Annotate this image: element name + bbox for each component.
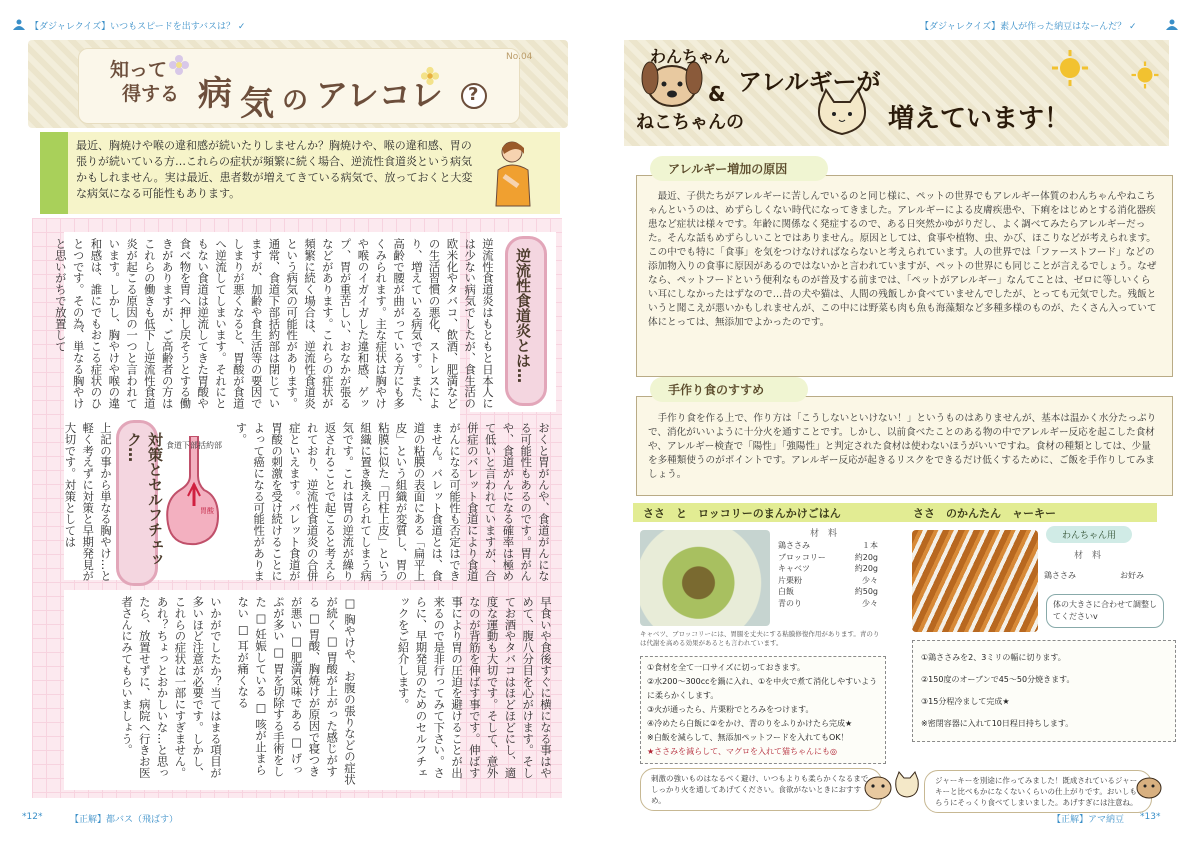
diagram-label-acid: 胃酸 <box>200 507 214 515</box>
heading-gyakuryu: 逆流性食道炎とは… <box>514 248 532 383</box>
title-neko: ねこちゃんの <box>636 112 744 133</box>
section-tab-cause: アレルギー増加の原因 <box>650 156 828 181</box>
puppy-icon <box>860 770 896 806</box>
check-item[interactable]: □ 胸やけや、お腹の張りなどの症状が続く <box>325 596 357 785</box>
check-item[interactable]: □ げっぷが多い <box>271 596 304 776</box>
title-big-2: 気 <box>240 84 274 124</box>
recipe-1-photo <box>640 530 770 626</box>
recipe-1-caption: キャベツ、ブロッコリーには、胃腸を丈夫にする粘膜修復作用があります。青のりは代謝を高める効果があるとも言われています。 <box>640 630 880 647</box>
recipe-step: ①食材を全て一口サイズに切っておきます。 <box>647 663 805 672</box>
ingredient-row: 片栗粉 少々 <box>778 575 878 585</box>
recipe-step: ※密閉容器に入れて10日程日持ちします。 <box>921 719 1074 728</box>
recipe-step: ①鶏ささみを2、3ミリの幅に切ります。 <box>921 653 1066 662</box>
check-item[interactable]: □ 胃酸、胸焼けが原因で寝つきが悪い <box>289 596 322 777</box>
column-1-text: 逆流性食道炎はもともと日本人には少ない病気でしたが、食生活の欧米化やタバコ、飲酒、肥満などの生活習慣の悪化、ストレスにより、増えている病気です。また、高齢で腰が曲がっている方にも多くみられます。主な症状は胸やけや喉のイガイガした違和感、ゲップ、胃が重苦しい、おなかが張るなどがあります。これらの症状が頻繁に続く場合は、逆流性食道炎という病気の可能性があります。通常、食道下部括約部は閉じていますが、加齢や食生活等の要因でしまりが悪くなると、胃酸が食道へ逆流してしまいます。それにともない食道は逆流してきた胃酸や食べ物を胃へ押し戻そうとする働きがありますが、ご高齢者の方はこれらの働きも低下し逆流性食道炎が起こる原因の一つと言われています。しかし、胸やけや喉の違和感は、誰にでもおこる症状のひとつです。その為、単なる胸やけと思いがちで放置して <box>53 238 495 409</box>
recipe-1-ingredients <box>778 540 878 609</box>
ingredient-row: 青のり 少々 <box>778 598 878 608</box>
recipe-step: ③15分程冷まして完成★ <box>921 697 1010 706</box>
heading-taisaku: 対策とセルフチェック… <box>125 432 164 567</box>
column-5-text: 上記の事から単なる胸やけ…と軽く考えずに対策と早期発見が大切です。対策としては <box>63 422 113 582</box>
recipe-2-ingredients <box>1044 570 1144 582</box>
sun-icon <box>1130 60 1160 94</box>
title-allergy-1: アレルギーが <box>738 68 881 96</box>
woman-illustration-icon <box>484 136 544 216</box>
issue-number: No.04 <box>506 52 533 62</box>
title-line-1: 知って <box>110 59 168 81</box>
right-page-number: *13* <box>1140 812 1161 822</box>
column-2-text: おくと胃がんや、食道がんになる可能性もあるのです。胃がんや、食道がんになる確率は極めて低いと言われていますが、合併症のバレット食道により食道がんになる可能性も否定はできません。バレット食道とは、食道の粘膜の表面にある「扁平上皮」という組織が変質し、胃の粘膜に似た「円柱上皮」という組織に置き換えられてしまう病気です。これは胃の逆流が繰り返されることで起こると考えられており、逆流性食道炎の合併症といえます。バレット食道が胃酸の刺激を受け続けることによって癌になる可能性があります。 <box>234 422 551 582</box>
sun-icon <box>1050 48 1090 92</box>
recipe-2-hint: 体の大きさに合わせて調整してくださいv <box>1046 594 1164 628</box>
title-no: の <box>282 86 309 116</box>
left-header-logo <box>12 17 26 36</box>
recipe-2-title: ささ のかんたん ャーキー <box>903 503 1157 522</box>
title-big-3: アレコレ <box>316 76 443 114</box>
recipe-2-photo <box>912 530 1038 632</box>
column-3-text: 早食いや食後すぐに横になる事はやめて、腹八分目を心がけます。そしてお酒やタバコはほどほどにし、適度な運動も大切です。そして、意外なのが背筋を伸ばす事です。伸ばす事により胃の圧迫を避けることが出来るので是非行ってみて下さい。さらに、早期発見のためのセルフチェックをご紹介します。 <box>396 596 553 779</box>
intro-text: 最近、胸焼けや喉の違和感が続いたりしませんか？胸焼けや、喉の違和感、胃の張りが続いている方…これらの症状が頻繁に続く場合、逆流性食道炎という病気かもしれません。実は最近、患者数が増えてきている病気で、放っておくと大変な病気になる可能性もあります。 <box>76 139 473 200</box>
check-item[interactable]: □ 耳が痛くなる <box>236 622 251 709</box>
ingredient-row: 鶏ささみ お好み <box>1044 571 1144 580</box>
flower-icon <box>168 54 190 80</box>
ingredient-row: 鶏ささみ １本 <box>778 541 878 550</box>
stomach-diagram-icon <box>160 436 226 560</box>
title-big-1: 病 <box>198 74 232 114</box>
title-question-mark: ? <box>468 84 479 105</box>
dog-bowl-icon <box>1134 772 1164 806</box>
title-line-2: 得する <box>122 83 180 105</box>
check-item[interactable]: □ 咳が止まらない <box>236 596 269 776</box>
recipe-step: ③火が通ったら、片栗粉でとろみをつけます。 <box>647 705 814 714</box>
section-tab-homemade: 手作り食のすすめ <box>650 377 808 402</box>
ingredient-row: ブロッコリー 約20g <box>778 552 878 562</box>
ingredient-row: キャベツ 約20g <box>778 564 878 573</box>
check-item[interactable]: □ 胃酸が上がった感じがする <box>307 596 340 777</box>
cat-face-icon <box>892 770 922 804</box>
recipe-step: ★ささみを減らして、マグロを入れて猫ちゃんにも◎ <box>647 747 837 756</box>
recipe-step: ②150度のオーブンで45〜50分焼きます。 <box>921 675 1075 684</box>
title-amp: & <box>708 82 726 106</box>
left-header-quiz: 【ダジャレクイズ】いつもスピードを出すバスは？ ✓ <box>30 22 246 32</box>
title-allergy-2: 増えています！ <box>888 104 1071 134</box>
recipe-1-steps <box>640 656 886 764</box>
recipe-1-title: ささ と ロッコリーのまんかけごはん <box>633 503 903 522</box>
check-item[interactable]: □ 胃を切除する手術をした <box>254 596 286 777</box>
diagram-label-sphincter: 食道下部括約部 <box>166 441 222 450</box>
recipe-step: ④冷めたら白飯に②をかけ、青のりをふりかけたら完成★ <box>647 719 853 728</box>
right-header-quiz: 【ダジャレクイズ】素人が作った納豆はなーんだ？ ✓ <box>920 22 1137 32</box>
self-checklist <box>228 596 358 786</box>
recipe-1-note: 刺激の強いものはなるべく避け、いつもよりも柔らかくなるまでしっかり火を通してあげてください。食欲がないときにおすすめ。 <box>640 768 882 811</box>
left-page-number: *12* <box>22 812 43 822</box>
recipe-2-materials-label: 材 料 <box>1074 551 1102 561</box>
recipe-2-steps <box>912 640 1176 742</box>
recipe-step: ※白飯を減らして、無添加ペットフードを入れてもOK！ <box>647 733 849 742</box>
recipe-2-note: ジャーキーを別途に作ってみました！既成されているジャーキーと比べもかになくないくらいの仕上がりです。おいしもらうにそっくり食べてしまいました。あげすぎには注意ね。 <box>924 770 1152 813</box>
right-answer: 【正解】アマ納豆 <box>1052 815 1125 825</box>
recipe-step: ②水200〜300ccを鍋に入れ、①を中火で煮て消化しやすいように柔らかくします。 <box>647 677 878 700</box>
section-body-cause: 最近、子供たちがアレルギーに苦しんでいるのと同じ様に、ペットの世界でもアレルギー体質のわんちゃんやねこちゃんというのは、めずらしくない時代になってきました。アレルギーによる皮膚疾患や、下痢をはじめとする消化器疾患など症状は様々です。年齢に関係なく発症するので、ある日突然かゆがりだし、よく調べてみたらアレルギーだった。そんな話もめずらしいことではありません。原因としては、食事や植物、虫、かび、ほこりなどが考えられます。この中でも特に「食事」を気をつけなければならないと考えられています。人の世界では「ファーストフード」などの添加物入りの食事に原因があるのではないかと言われていますが、ペットの世界にも同じことが言えるでしょう。なぜなら、ペットフードという便利なものが普及する前までは、「ペットがアレルギー」なんてことは、ゼロに等しいくらい耳にしなかったはずなので…昔の犬や猫は、人間の残飯しか食べていませんでしたが、とっても元気でした。残飯というと聞こえが悪いかもしれませんが、この中には野菜も肉も魚も海藻類など多種多様のものが、たくさん入っていて体にとっては、無添加でよかったのです。 <box>648 191 1157 328</box>
column-4-text: いかがでしたか？当てはまる項目が多いほど注意が必要です。しかし、これらの症状は一部にすぎません。あれ？ちょっとおかしいな…と思ったら、放置せずに、病院へ行きお医者さんにみてもらいましょう。 <box>120 596 223 779</box>
check-item[interactable]: □ 肥満気味である <box>289 633 304 732</box>
recipe-1-materials-label: 材 料 <box>810 529 838 539</box>
ingredient-row: 白飯 約50g <box>778 587 878 596</box>
right-header-logo <box>1165 17 1179 36</box>
recipe-2-sub-tab: わんちゃん用 <box>1046 526 1132 543</box>
title-wan: わんちゃん <box>650 47 731 66</box>
intro-stripe <box>40 132 68 214</box>
check-item[interactable]: □ 妊娠している <box>254 611 269 698</box>
section-body-homemade: 手作り食を作る上で、作り方は「こうしないといけない！」というものはありませんが、基本は温かく水分たっぷりで、消化がいいように十分火を通すことです。しかし、以前食べたことのある物の中でアレルギー反応を起こした食材や、アレルギー検査で「陽性」「強陽性」と判定された食材は使わないほうがいいですね。食材の種類としては、少量を多種類使うのがポイントです。アレルギー反応が起きるリスクをできるだけ低くするために、ご飯を手作りしてみましょう。 <box>648 413 1157 480</box>
left-answer: 【正解】都バス（飛ばす） <box>70 815 179 825</box>
